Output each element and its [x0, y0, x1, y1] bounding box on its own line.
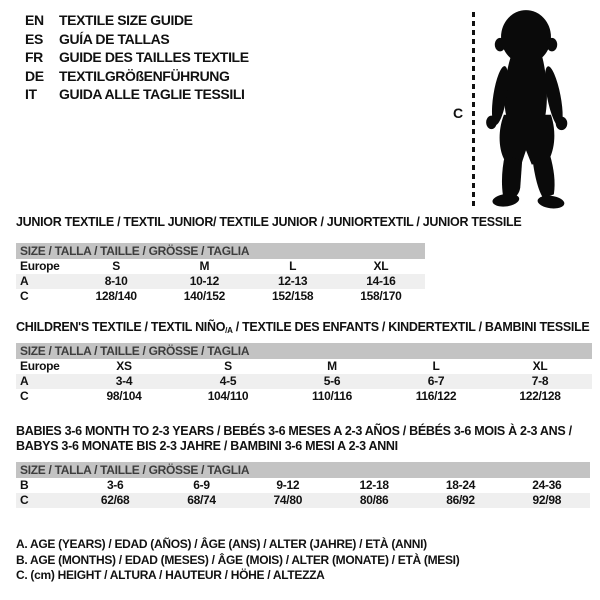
cell: XL — [373, 259, 389, 273]
language-code: EN — [25, 12, 44, 28]
cell: 3-6 — [106, 478, 124, 492]
language-label: TEXTILE SIZE GUIDE — [59, 12, 193, 28]
row-label: A — [16, 274, 72, 289]
cell: 12-18 — [359, 478, 389, 492]
cell: 116/122 — [415, 389, 457, 403]
cell: 24-36 — [532, 478, 562, 492]
cell: 104/110 — [207, 389, 249, 403]
language-label: GUIDE DES TAILLES TEXTILE — [59, 49, 249, 65]
language-label: GUÍA DE TALLAS — [59, 30, 170, 47]
height-marker-label: C — [453, 105, 464, 121]
cell: 8-10 — [72, 274, 160, 289]
table-row — [16, 389, 592, 404]
size-header-band — [16, 243, 425, 259]
note-age-months: B. AGE (MONTHS) / EDAD (MESES) / ÂGE (MOIS) / ALTER (MONATE) / ETÀ (MESI) — [16, 552, 460, 567]
cell: 98/104 — [106, 389, 142, 403]
cell: S — [112, 259, 120, 273]
cell: 86/92 — [417, 493, 503, 508]
cell: M — [199, 259, 210, 273]
babies-size-table — [16, 462, 590, 508]
cell: L — [432, 359, 440, 373]
table-row — [16, 274, 425, 289]
cell: S — [224, 359, 232, 373]
size-header-band — [16, 343, 592, 359]
row-label: B — [20, 478, 29, 492]
row-label: C — [20, 389, 29, 403]
table-row — [16, 359, 592, 374]
language-row-en — [25, 11, 249, 30]
babies-title-line1: BABIES 3-6 MONTH TO 2-3 YEARS / BEBÉS 3-6 MESES A 2-3 AÑOS / BÉBÉS 3-6 MOIS À 2-3 ANS / — [16, 424, 572, 438]
table-row — [16, 478, 590, 493]
babies-table-title — [16, 424, 572, 454]
cell: 4-5 — [176, 374, 280, 389]
note-height-cm: C. (cm) HEIGHT / ALTURA / HAUTEUR / HÖHE / ALTEZZA — [16, 568, 325, 583]
cell: XS — [116, 359, 132, 373]
cell: 12-13 — [249, 274, 337, 289]
cell: 62/68 — [72, 493, 158, 508]
cell: 158/170 — [360, 289, 402, 303]
cell: 128/140 — [95, 289, 137, 303]
babies-title-line2: BABYS 3-6 MONATE BIS 2-3 JAHRE / BAMBINI 3-6 MESI A 2-3 ANNI — [16, 439, 398, 453]
cell: 7-8 — [488, 374, 592, 389]
baby-silhouette-icon — [478, 7, 574, 209]
row-label: Europe — [20, 259, 60, 273]
children-size-table — [16, 343, 592, 404]
language-row-it — [25, 85, 249, 104]
children-title-sub: /A — [225, 326, 233, 335]
cell: 80/86 — [331, 493, 417, 508]
row-label: A — [16, 374, 72, 389]
language-code: ES — [25, 30, 43, 47]
cell: 10-12 — [160, 274, 248, 289]
cell: M — [327, 359, 337, 373]
language-code: FR — [25, 49, 43, 65]
cell: 6-7 — [384, 374, 488, 389]
height-dashed-line — [472, 12, 475, 208]
language-code: IT — [25, 86, 37, 102]
table-row — [16, 374, 592, 389]
cell: 68/74 — [158, 493, 244, 508]
cell: 152/158 — [271, 289, 314, 303]
table-row — [16, 289, 425, 304]
row-label: C — [20, 289, 29, 303]
children-title-pre: CHILDREN'S TEXTILE / TEXTIL NIÑO — [16, 320, 226, 334]
children-table-title — [16, 320, 589, 338]
cell: L — [289, 259, 297, 273]
language-row-es — [25, 30, 249, 49]
language-list — [25, 11, 249, 104]
size-header-label: SIZE / TALLA / TAILLE / GRÖSSE / TAGLIA — [16, 343, 592, 359]
language-label: TEXTILGRÖßENFÜHRUNG — [59, 67, 230, 84]
size-header-band — [16, 462, 590, 478]
cell: 74/80 — [245, 493, 331, 508]
cell: 122/128 — [519, 389, 561, 403]
cell: XL — [532, 359, 548, 373]
row-label: Europe — [20, 359, 60, 373]
cell: 6-9 — [193, 478, 210, 492]
cell: 110/116 — [312, 389, 352, 403]
language-code: DE — [25, 67, 44, 84]
cell: 18-24 — [445, 478, 476, 492]
junior-table-title: JUNIOR TEXTILE / TEXTIL JUNIOR/ TEXTILE JUNIOR / JUNIORTEXTIL / JUNIOR TESSILE — [16, 215, 522, 229]
cell: 3-4 — [72, 374, 176, 389]
size-header-label: SIZE / TALLA / TAILLE / GRÖSSE / TAGLIA — [16, 243, 425, 259]
legend-notes — [16, 537, 459, 584]
row-label: C — [16, 493, 72, 508]
language-row-de — [25, 67, 249, 86]
cell: 5-6 — [280, 374, 384, 389]
note-age-years: A. AGE (YEARS) / EDAD (AÑOS) / ÂGE (ANS) / ALTER (JAHRE) / ETÀ (ANNI) — [16, 537, 427, 551]
table-row — [16, 259, 425, 274]
junior-size-table — [16, 243, 425, 304]
children-title-post: / TEXTILE DES ENFANTS / KINDERTEXTIL / BAMBINI TESSILE — [232, 320, 590, 334]
cell: 9-12 — [276, 478, 300, 492]
cell: 92/98 — [504, 493, 590, 508]
cell: 140/152 — [183, 289, 226, 303]
table-row — [16, 493, 590, 508]
language-row-fr — [25, 48, 249, 67]
language-label: GUIDA ALLE TAGLIE TESSILI — [59, 86, 245, 102]
cell: 14-16 — [337, 274, 425, 289]
size-header-label: SIZE / TALLA / TAILLE / GRÖSSE / TAGLIA — [16, 462, 590, 478]
